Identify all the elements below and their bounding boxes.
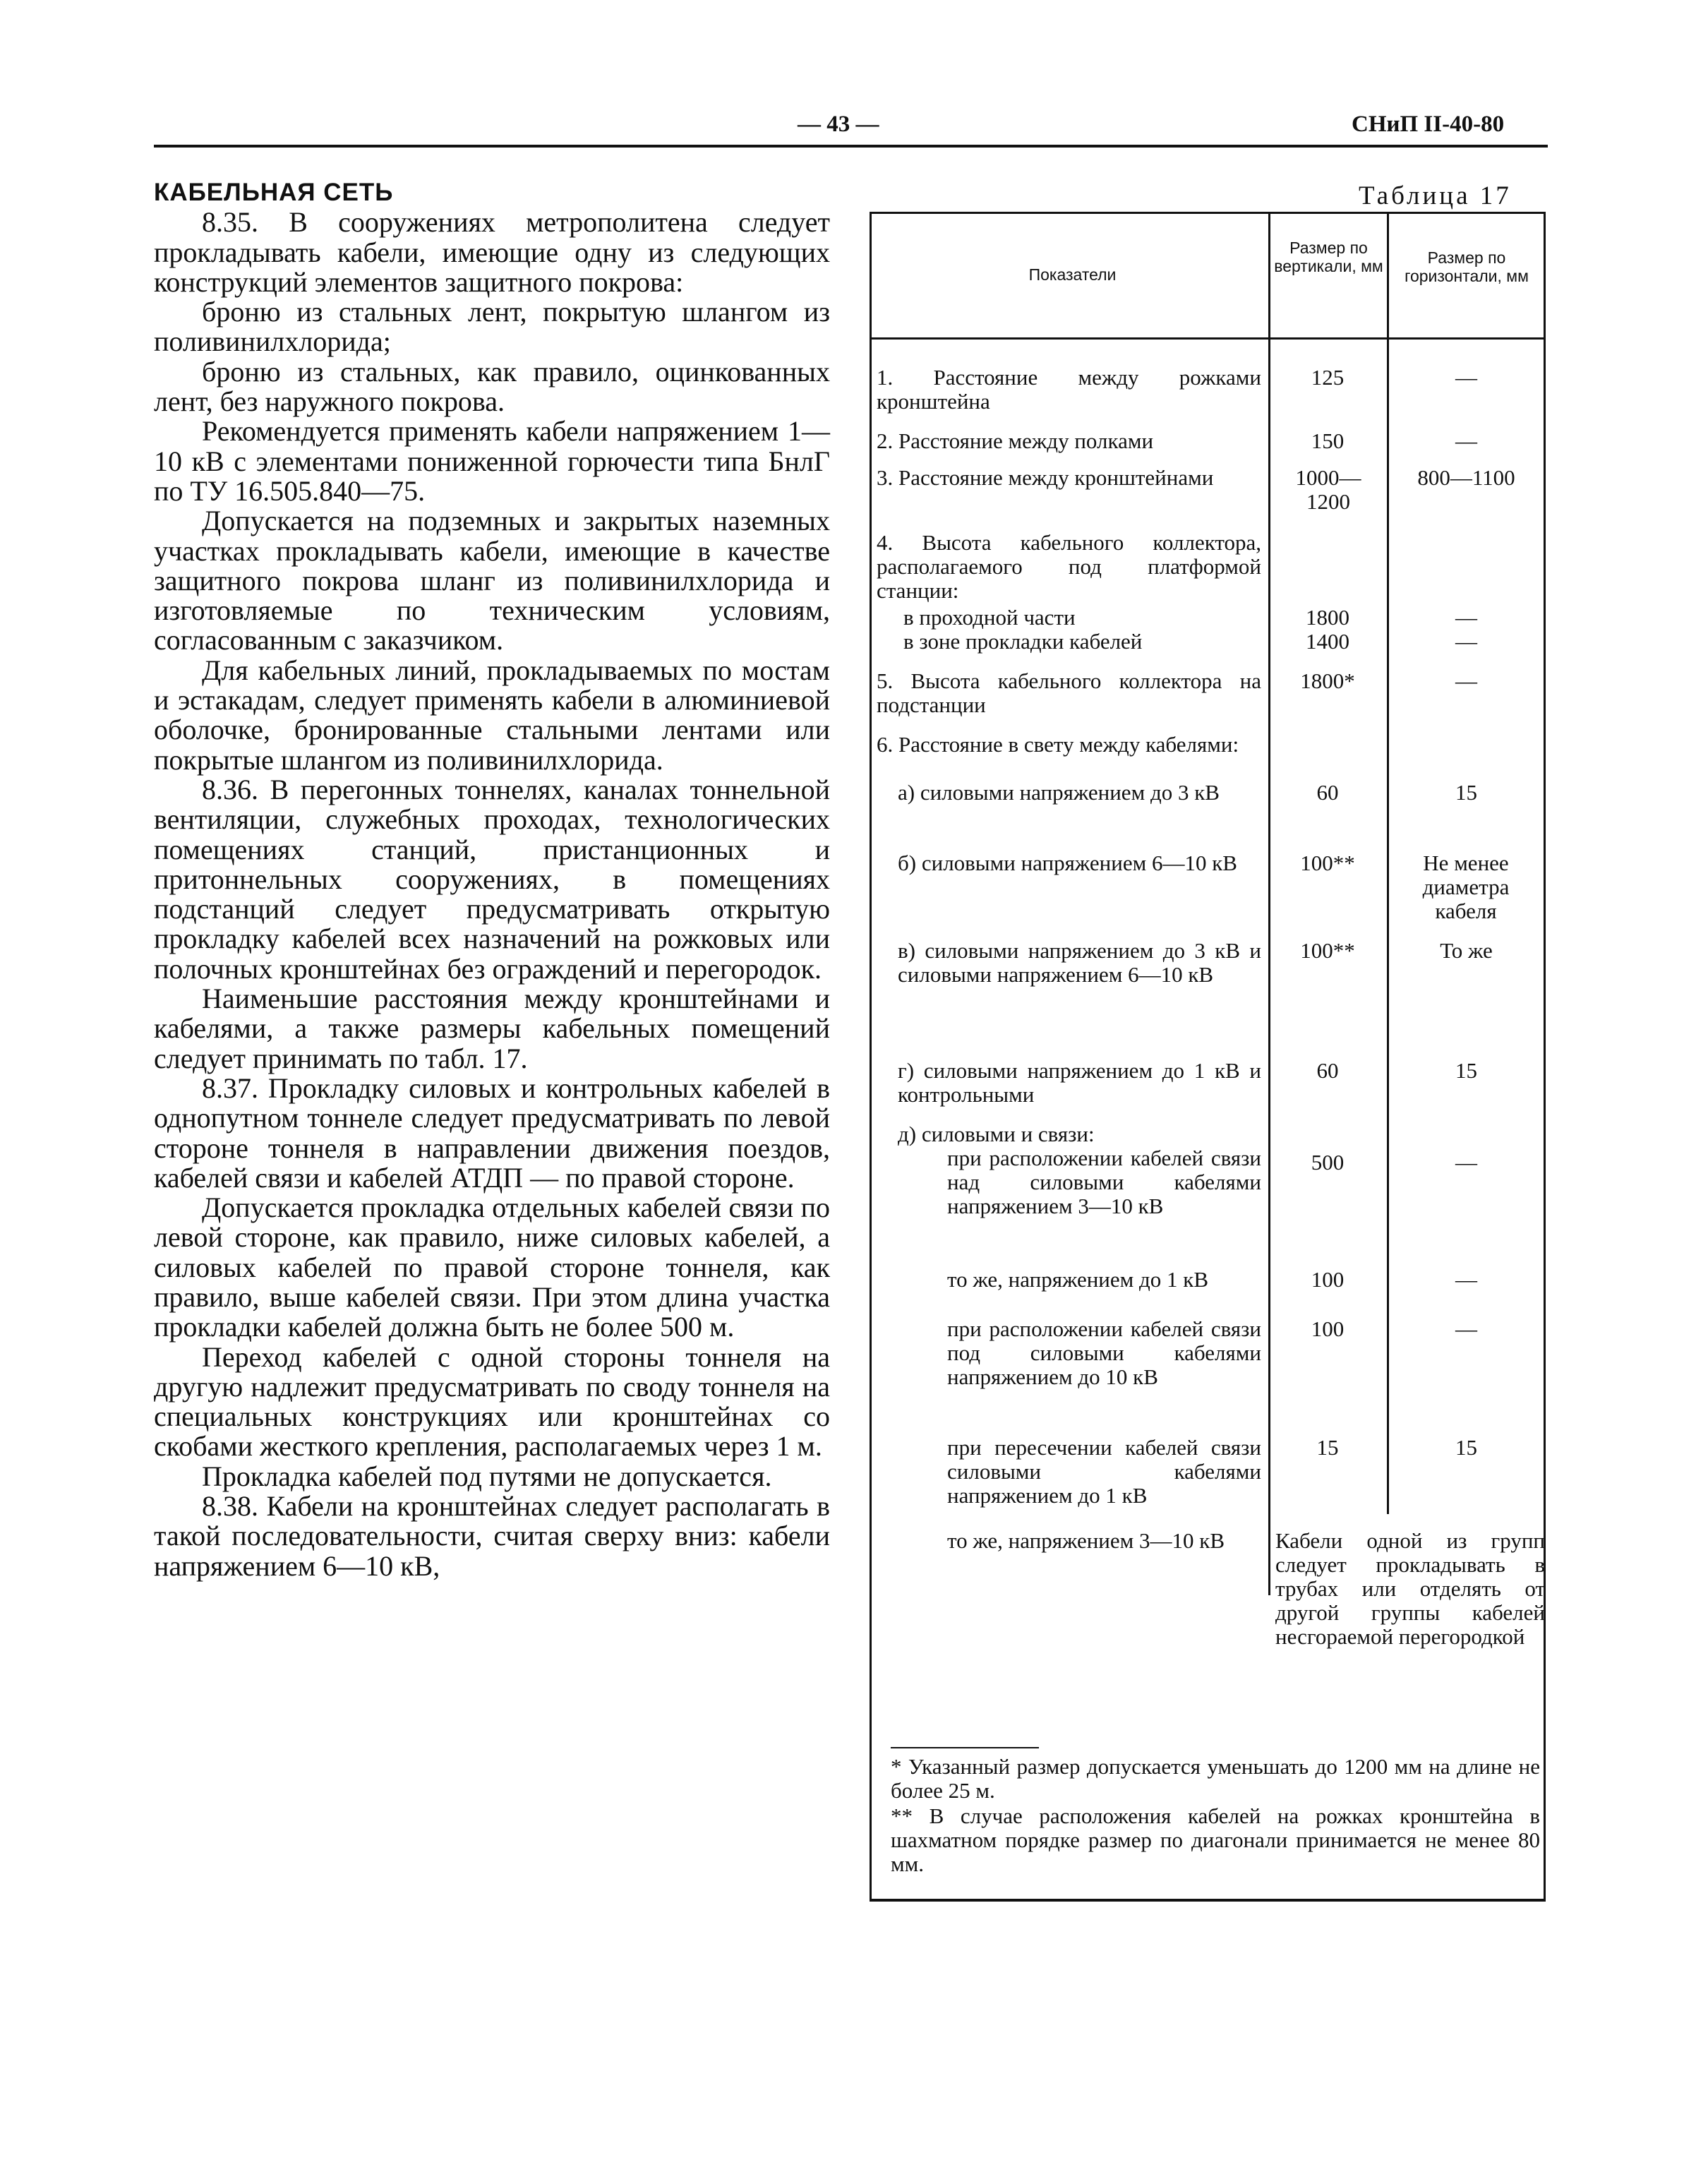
header-vertical: Размер по вертикали, мм: [1274, 239, 1383, 275]
table-row-label: 6. Расстояние в свету между кабелями:: [877, 732, 1239, 757]
table-cell-vertical: 100: [1311, 1267, 1345, 1292]
footnote: * Указанный размер допускается уменьшать до 1200 мм на длине не более 25 м.: [891, 1754, 1540, 1803]
table-row-label: 4. Высота кабельного коллектора, располагаемого под платформой станции:: [877, 530, 1261, 603]
table-row-label: 3. Расстояние между кронштейнами: [877, 465, 1214, 490]
paragraph: 8.36. В перегонных тоннелях, каналах тоннельной вентиляции, служебных проходах, технологических помещениях станций, пристанционных и притоннельных сооружениях, в помещениях подстанций следует предусматривать открытую прокладку кабелей всех назначений на рожковых или полочных кронштейнах без ограждений и перегородок.: [154, 773, 830, 985]
table-header-rule: [870, 337, 1546, 340]
footnote: ** В случае расположения кабелей на рожках кронштейна в шахматном порядке размер по диагонали принимается не менее 80 мм.: [891, 1803, 1540, 1876]
table-row-label: д) силовыми и связи:: [898, 1122, 1095, 1146]
table-cell-vertical: 1000—1200: [1295, 465, 1361, 514]
table-row-label: при пересечении кабелей связи силовыми кабелями напряжением до 1 кВ: [947, 1435, 1261, 1508]
section-title: КАБЕЛЬНАЯ СЕТЬ: [154, 179, 394, 206]
table-cell-horizontal: —: [1455, 668, 1477, 693]
table-cell-vertical: 1400: [1306, 629, 1349, 654]
paragraph: 8.37. Прокладку силовых и контрольных кабелей в однопутном тоннеле следует предусматривать по левой стороне тоннеля в направлении движения поездов, кабелей связи и кабелей АТДП — по правой стороне.: [154, 1072, 830, 1194]
table-caption: Таблица 17: [1359, 181, 1512, 210]
table-cell-horizontal: —: [1455, 365, 1477, 390]
table-cell-horizontal: 800—1100: [1417, 465, 1515, 490]
header-divider: [154, 145, 1548, 148]
page-number: — 43 —: [798, 112, 879, 137]
header-horizontal: Размер по горизонтали, мм: [1405, 248, 1529, 285]
table-row-label: при расположении кабелей связи под силовыми кабелями напряжением до 10 кВ: [947, 1316, 1261, 1389]
table-top-rule: [870, 212, 1546, 214]
table-row-label: 5. Высота кабельного коллектора на подстанции: [877, 668, 1261, 717]
table-cell-horizontal: То же: [1440, 938, 1493, 963]
table-col-divider-1: [1268, 212, 1270, 1595]
paragraph: Наименьшие расстояния между кронштейнами и кабелями, а также размеры кабельных помещений следует принимать по табл. 17.: [154, 983, 830, 1074]
table-row-label: а) силовыми напряжением до 3 кВ: [898, 780, 1220, 805]
paragraph: Переход кабелей с одной стороны тоннеля на другую надлежит предусматривать по своду тоннеля на специальных конструкциях или кронштейнах со скобами жесткого крепления, располагаемых через 1 м.: [154, 1340, 830, 1463]
table-row-label: 2. Расстояние между полками: [877, 428, 1154, 453]
table-cell-horizontal: 15: [1455, 1435, 1477, 1460]
paragraph: Рекомендуется применять кабели напряжением 1—10 кВ с элементами пониженной горючести типа БнлГ по ТУ 16.505.840—75.: [154, 415, 830, 507]
table-left-border: [870, 212, 872, 1902]
table-cell-vertical: 100: [1311, 1316, 1345, 1341]
table-cell-horizontal: Не менее диаметра кабеля: [1422, 851, 1510, 923]
paragraph: 8.38. Кабели на кронштейнах следует располагать в такой последовательности, считая сверху вниз: кабели напряжением 6—10 кВ,: [154, 1490, 830, 1582]
table-cell-vertical: 60: [1316, 780, 1339, 805]
table-cell-horizontal: 15: [1455, 1058, 1477, 1083]
table-cell-merged: Кабели одной из групп следует прокладывать в трубах или отделять от другой группы кабелей несгораемой перегородкой: [1275, 1528, 1545, 1649]
paragraph: броню из стальных лент, покрытую шлангом из поливинилхлорида;: [154, 296, 830, 358]
table-row-label: г) силовыми напряжением до 1 кВ и контрольными: [898, 1058, 1261, 1107]
table-cell-vertical: 1800: [1306, 605, 1349, 630]
header-indicators: Показатели: [1028, 265, 1117, 284]
table-row-label: 1. Расстояние между рожками кронштейна: [877, 365, 1261, 414]
table-row-label: при расположении кабелей связи над силовыми кабелями напряжением 3—10 кВ: [947, 1146, 1261, 1218]
table-row-label: в) силовыми напряжением до 3 кВ и силовыми напряжением 6—10 кВ: [898, 938, 1261, 987]
table-row-label: в зоне прокладки кабелей: [903, 629, 1143, 654]
table-row-label: в проходной части: [903, 605, 1076, 630]
table-cell-vertical: 125: [1311, 365, 1345, 390]
paragraph: Для кабельных линий, прокладываемых по мостам и эстакадам, следует применять кабели в алюминиевой оболочке, бронированные стальными лентами или покрытые шлангом из поливинилхлорида.: [154, 654, 830, 776]
table-cell-horizontal: —: [1455, 1150, 1477, 1175]
paragraph: Допускается на подземных и закрытых наземных участках прокладывать кабели, имеющие в качестве защитного покрова шланг из поливинилхлорида и изготовляемые по техническим условиям, согласованным с заказчиком.: [154, 505, 830, 656]
table-cell-horizontal: —: [1455, 605, 1477, 630]
table-cell-horizontal: —: [1455, 1267, 1477, 1292]
table-bottom-rule: [870, 1899, 1546, 1902]
table-cell-vertical: 100**: [1300, 851, 1355, 875]
table-cell-vertical: 500: [1311, 1150, 1345, 1175]
main-text-column: [154, 178, 830, 1581]
document-code: СНиП II-40-80: [1352, 112, 1505, 137]
footnote-rule: [891, 1747, 1039, 1748]
paragraph: броню из стальных, как правило, оцинкованных лент, без наружного покрова.: [154, 355, 830, 418]
table-cell-vertical: 100**: [1300, 938, 1355, 963]
table-cell-horizontal: —: [1455, 629, 1477, 654]
table-row-label: б) силовыми напряжением 6—10 кВ: [898, 851, 1237, 875]
table-row-label: то же, напряжением до 1 кВ: [947, 1267, 1209, 1292]
table-cell-vertical: 60: [1316, 1058, 1339, 1083]
table-cell-horizontal: —: [1455, 1316, 1477, 1341]
table-cell-vertical: 150: [1311, 428, 1345, 453]
table-cell-horizontal: —: [1455, 428, 1477, 453]
paragraph: 8.35. В сооружениях метрополитена следует прокладывать кабели, имеющие одну из следующих конструкций элементов защитного покрова:: [154, 206, 830, 298]
table-cell-vertical: 1800*: [1300, 668, 1355, 693]
table-row-label: то же, напряжением 3—10 кВ: [947, 1528, 1225, 1553]
table-cell-horizontal: 15: [1455, 780, 1477, 805]
paragraph: Допускается прокладка отдельных кабелей связи по левой стороне, как правило, ниже силовых кабелей, а силовых кабелей по правой стороне тоннеля, как правило, выше кабелей связи. При этом длина участка прокладки кабелей должна быть не более 500 м.: [154, 1191, 830, 1343]
paragraph: Прокладка кабелей под путями не допускается.: [202, 1460, 772, 1492]
table-cell-vertical: 15: [1316, 1435, 1339, 1460]
